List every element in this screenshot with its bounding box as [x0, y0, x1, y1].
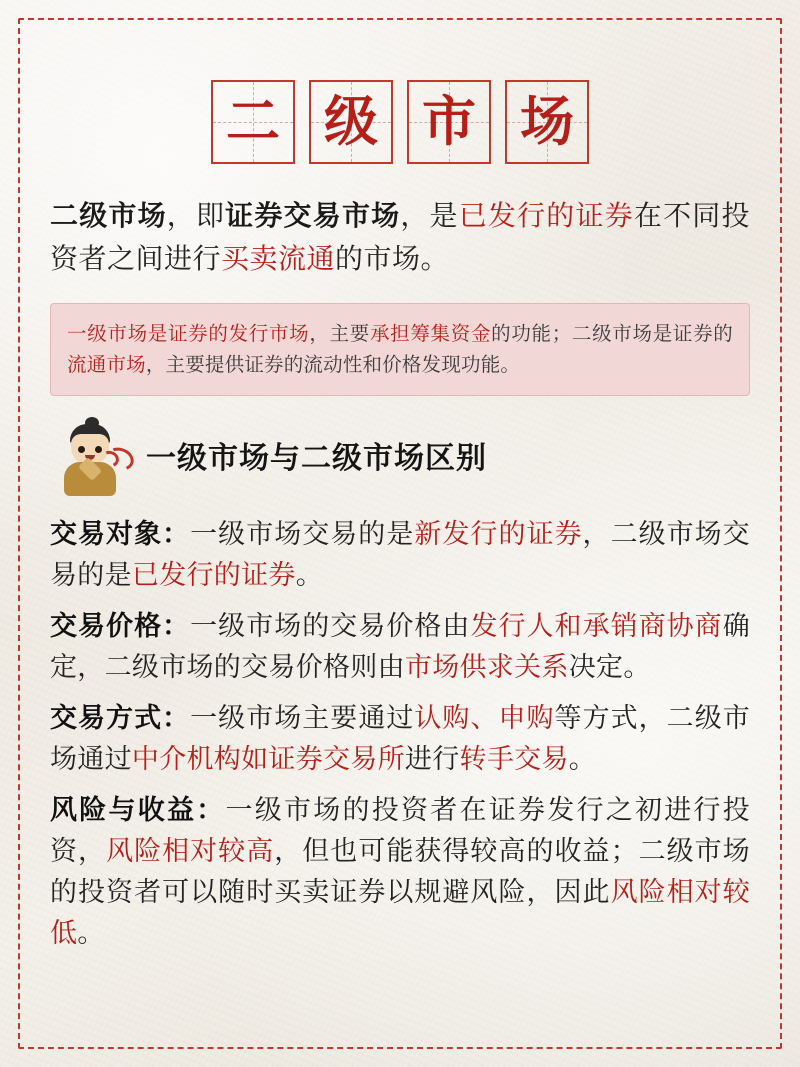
item-highlight-2: 市场供求关系 — [404, 652, 569, 684]
item-highlight-2: 已发行的证券 — [131, 560, 296, 592]
title-char-box-3 — [407, 80, 491, 164]
callout-box — [50, 303, 750, 396]
lead-term-2: 证券交易市场 — [225, 199, 401, 232]
item-text-1: 一级市场主要通过 — [190, 703, 415, 735]
item-highlight-1: 新发行的证券 — [414, 519, 583, 551]
item-text-2: 确定，二级市场的交易价格则由 — [50, 611, 751, 684]
item-text-4: 。 — [568, 744, 597, 776]
item-text-1: 一级市场的投资者在证券发行之初进行投资， — [50, 795, 750, 868]
title-char-4: 场 — [520, 90, 574, 153]
callout-highlight-1: 一级市场是证券的 — [67, 321, 229, 345]
lead-highlight-1: 已发行的证券 — [458, 199, 634, 232]
callout-text-3: ，主要提供证券的流动性和价格发现功能。 — [145, 352, 521, 376]
item-highlight-1: 风险相对较高 — [106, 836, 275, 868]
callout-text-1: ，主要 — [309, 321, 370, 345]
list-item — [50, 606, 750, 688]
item-highlight-3: 转手交易 — [459, 744, 569, 776]
item-text-2: ，但也可能获得较高的收益；二级市场的投资者可以随时买卖证券以规避风险，因此 — [50, 836, 750, 909]
callout-highlight-3: 承担筹集资金 — [369, 321, 492, 345]
item-text-3: 。 — [77, 918, 105, 950]
item-highlight-1: 认购、申购 — [414, 703, 555, 735]
lead-highlight-2: 买卖流通 — [221, 242, 336, 276]
title-char-1: 二 — [226, 90, 280, 153]
item-text-1: 一级市场的交易价格由 — [190, 611, 471, 643]
title-char-box-4 — [505, 80, 589, 164]
callout-paragraph — [67, 318, 733, 380]
section-heading-row — [54, 422, 750, 496]
callout-highlight-4: 流通市场 — [67, 352, 146, 376]
list-item — [50, 698, 750, 780]
lead-text-1: ，即 — [166, 199, 226, 232]
callout-text-2: 的功能；二级市场是证券的 — [491, 321, 734, 345]
item-highlight-1: 发行人和承销商协商 — [470, 611, 723, 643]
item-text-2: 等方式，二级市场通过 — [50, 703, 751, 776]
page-title — [50, 80, 750, 164]
list-item — [50, 514, 750, 596]
lead-text-3: 在不同投资者之间进行 — [50, 199, 750, 276]
item-highlight-2: 风险相对较低 — [50, 877, 751, 950]
megaphone-mascot-icon — [54, 422, 132, 496]
item-text-2: ，二级市场交易的是 — [50, 519, 750, 592]
title-char-box-1 — [211, 80, 295, 164]
lead-text-2: ，是 — [400, 199, 459, 232]
section-title: 一级市场与二级市场区别 — [146, 441, 487, 477]
item-term: 风险与收益： — [50, 795, 226, 827]
lead-text-4: 的市场。 — [335, 242, 450, 276]
item-text-3: 。 — [295, 560, 324, 592]
item-text-3: 决定。 — [568, 652, 651, 684]
title-char-3: 市 — [422, 90, 476, 153]
title-char-2: 级 — [324, 90, 378, 153]
item-term: 交易价格： — [50, 611, 191, 643]
definition-paragraph — [50, 194, 750, 281]
title-char-box-2 — [309, 80, 393, 164]
item-text-3: 进行 — [404, 744, 460, 776]
list-item — [50, 790, 750, 954]
item-text-1: 一级市场交易的是 — [190, 519, 415, 551]
item-highlight-2: 中介机构如证券交易所 — [131, 744, 405, 776]
poster-content — [28, 30, 772, 954]
item-term: 交易对象： — [50, 519, 191, 551]
item-term: 交易方式： — [50, 703, 191, 735]
lead-term: 二级市场 — [50, 199, 167, 232]
callout-highlight-2: 发行市场 — [228, 321, 310, 345]
